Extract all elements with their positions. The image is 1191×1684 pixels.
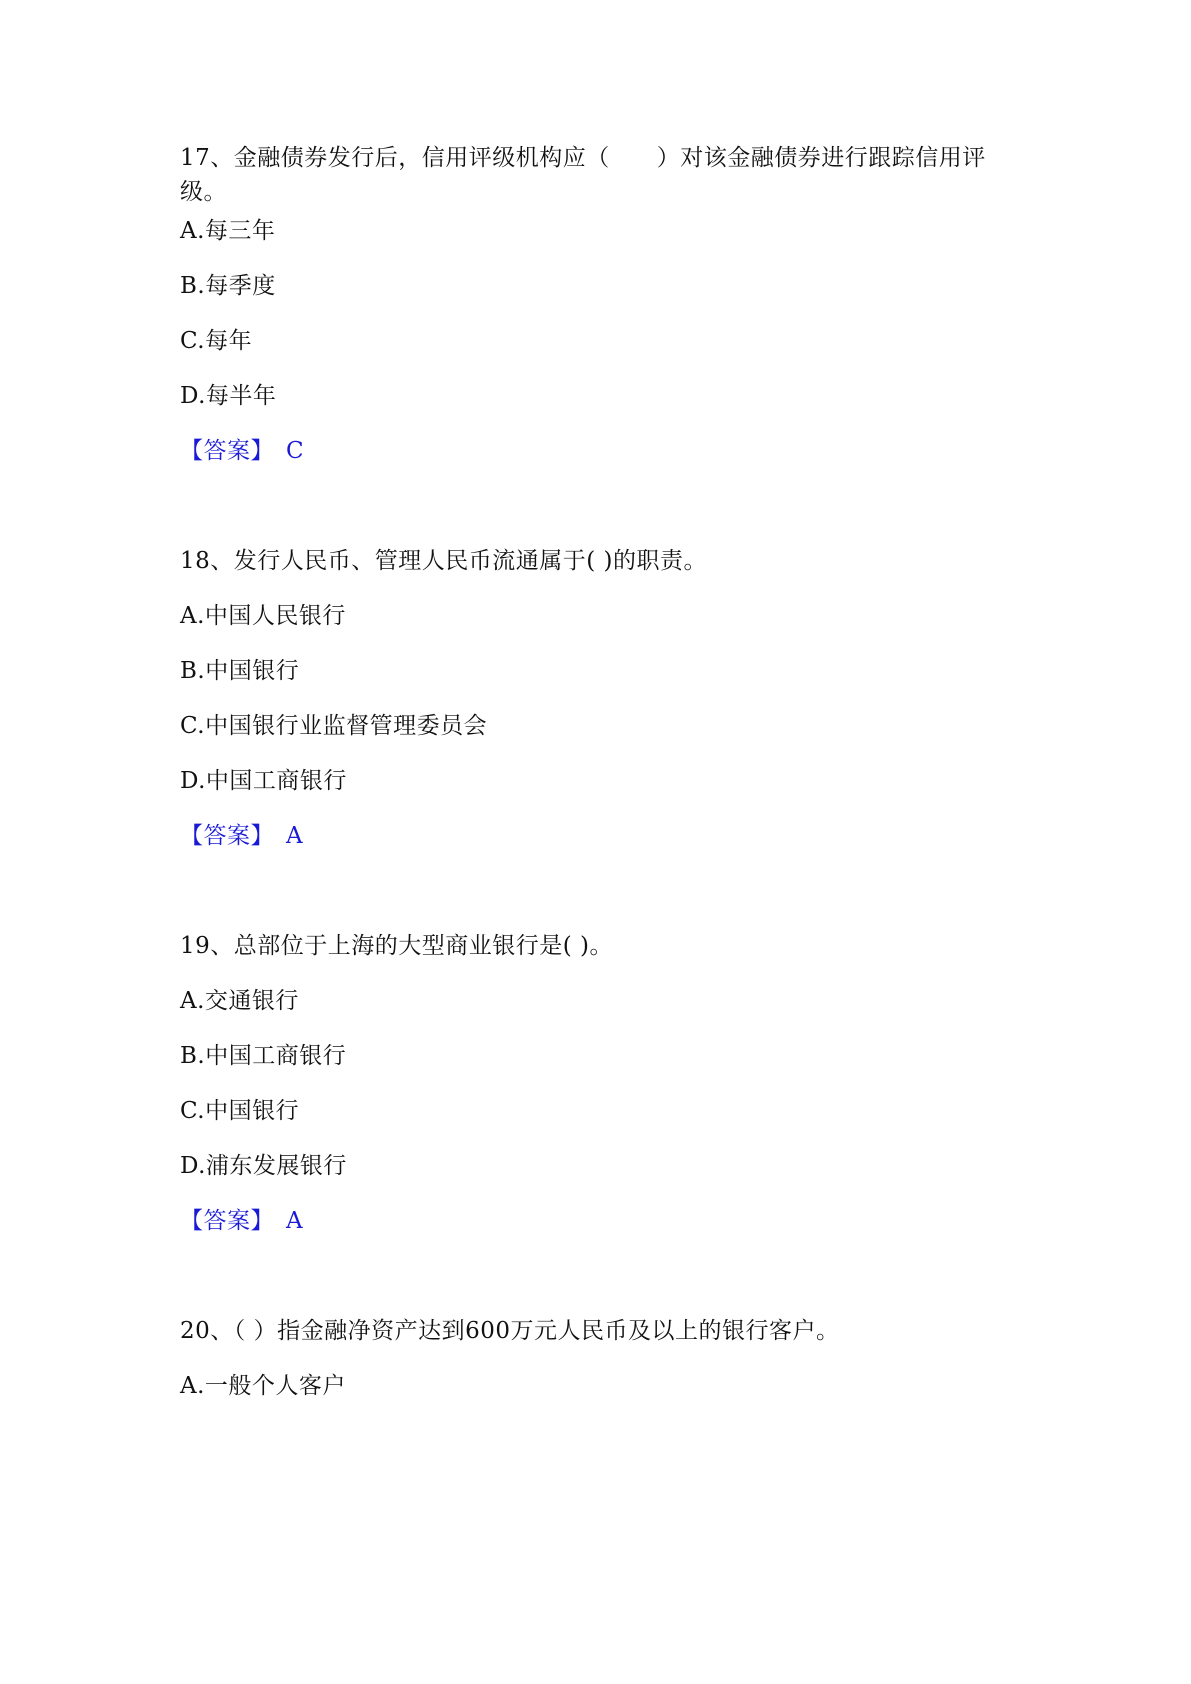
question-19-answer [180, 1204, 303, 1238]
question-20-option-a: A.一般个人客户 [180, 1373, 346, 1399]
question-17-option-c: C.每年 [180, 328, 253, 354]
question-19-stem: 19、总部位于上海的大型商业银行是( )。 [180, 933, 614, 959]
question-19-option-c: C.中国银行 [180, 1098, 300, 1124]
question-17-option-a: A.每三年 [180, 218, 276, 244]
question-19-option-a: A.交通银行 [180, 988, 299, 1014]
question-19-option-b: B.中国工商银行 [180, 1043, 347, 1069]
answer-label: 【答案】 [180, 823, 274, 849]
question-17-option-d: D.每半年 [180, 383, 277, 409]
question-18-option-c: C.中国银行业监督管理委员会 [180, 713, 488, 739]
question-18-option-a: A.中国人民银行 [180, 603, 346, 629]
answer-label: 【答案】 [180, 438, 274, 464]
answer-value: A [286, 1208, 304, 1234]
answer-label: 【答案】 [180, 1208, 274, 1234]
question-18-stem: 18、发行人民币、管理人民币流通属于( )的职责。 [180, 548, 708, 574]
question-17-answer [180, 434, 304, 468]
question-20-stem: 20、（ ）指金融净资产达到600万元人民币及以上的银行客户。 [180, 1318, 840, 1344]
question-17-option-b: B.每季度 [180, 273, 276, 299]
answer-value: C [286, 438, 305, 464]
question-17-stem: 17、金融债券发行后，信用评级机构应（ ）对该金融债券进行跟踪信用评级。 [180, 145, 986, 205]
answer-value: A [286, 823, 304, 849]
question-19-option-d: D.浦东发展银行 [180, 1153, 347, 1179]
question-18-option-d: D.中国工商银行 [180, 768, 347, 794]
question-18-option-b: B.中国银行 [180, 658, 300, 684]
question-18-answer [180, 819, 303, 853]
